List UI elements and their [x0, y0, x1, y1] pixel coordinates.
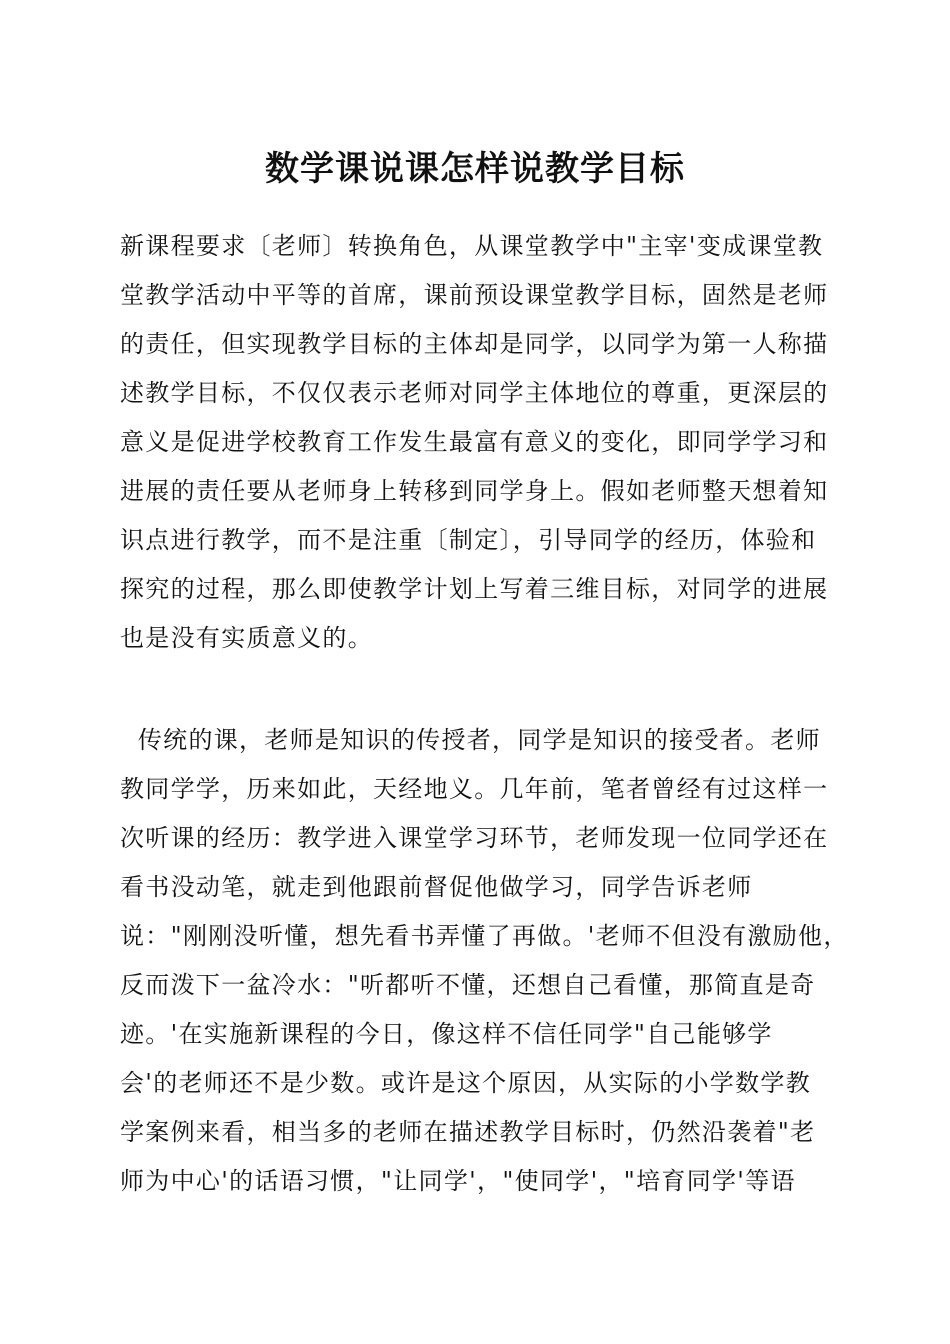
text-line: 进展的责任要从老师身上转移到同学身上。假如老师整天想着知: [120, 477, 829, 505]
text-line: 的责任，但实现教学目标的主体却是同学，以同学为第一人称描: [120, 330, 829, 358]
text-line: 看书没动笔，就走到他跟前督促他做学习，同学告诉老师: [120, 873, 753, 901]
text-line: 迹。'在实施新课程的今日，像这样不信任同学"自己能够学: [120, 1020, 773, 1048]
text-line: 也是没有实质意义的。: [120, 624, 373, 652]
text-line: 传统的课，老师是知识的传授者，同学是知识的接受者。老师: [120, 726, 821, 754]
paragraph-1: [120, 222, 850, 663]
text-line: 说："刚刚没听懂，想先看书弄懂了再做。'老师不但没有激励他，: [120, 922, 849, 950]
text-line: 会'的老师还不是少数。或许是这个原因，从实际的小学数学教: [120, 1069, 811, 1097]
text-line: 师为中心'的话语习惯，"让同学'，"使同学'，"培育同学'等语: [120, 1167, 796, 1195]
text-line: 新课程要求〔老师〕转换角色，从课堂教学中"主宰'变成课堂教: [120, 232, 824, 260]
text-line: 堂教学活动中平等的首席，课前预设课堂教学目标，固然是老师: [120, 281, 829, 309]
text-line: 教同学学，历来如此，天经地义。几年前，笔者曾经有过这样一: [120, 775, 829, 803]
text-line: 述教学目标，不仅仅表示老师对同学主体地位的尊重，更深层的: [120, 379, 829, 407]
text-line: 意义是促进学校教育工作发生最富有意义的变化，即同学学习和: [120, 428, 829, 456]
text-line: 学案例来看，相当多的老师在描述教学目标时，仍然沿袭着"老: [120, 1118, 816, 1146]
paragraph-2: [120, 716, 850, 1206]
text-line: 次听课的经历：教学进入课堂学习环节，老师发现一位同学还在: [120, 824, 829, 852]
page-title: 数学课说课怎样说教学目标: [265, 149, 685, 189]
text-line: 反而泼下一盆冷水："听都听不懂，还想自己看懂，那简直是奇: [120, 971, 816, 999]
text-line: 识点进行教学，而不是注重〔制定〕，引导同学的经历，体验和: [120, 526, 817, 554]
text-line: 探究的过程，那么即使教学计划上写着三维目标，对同学的进展: [120, 575, 829, 603]
